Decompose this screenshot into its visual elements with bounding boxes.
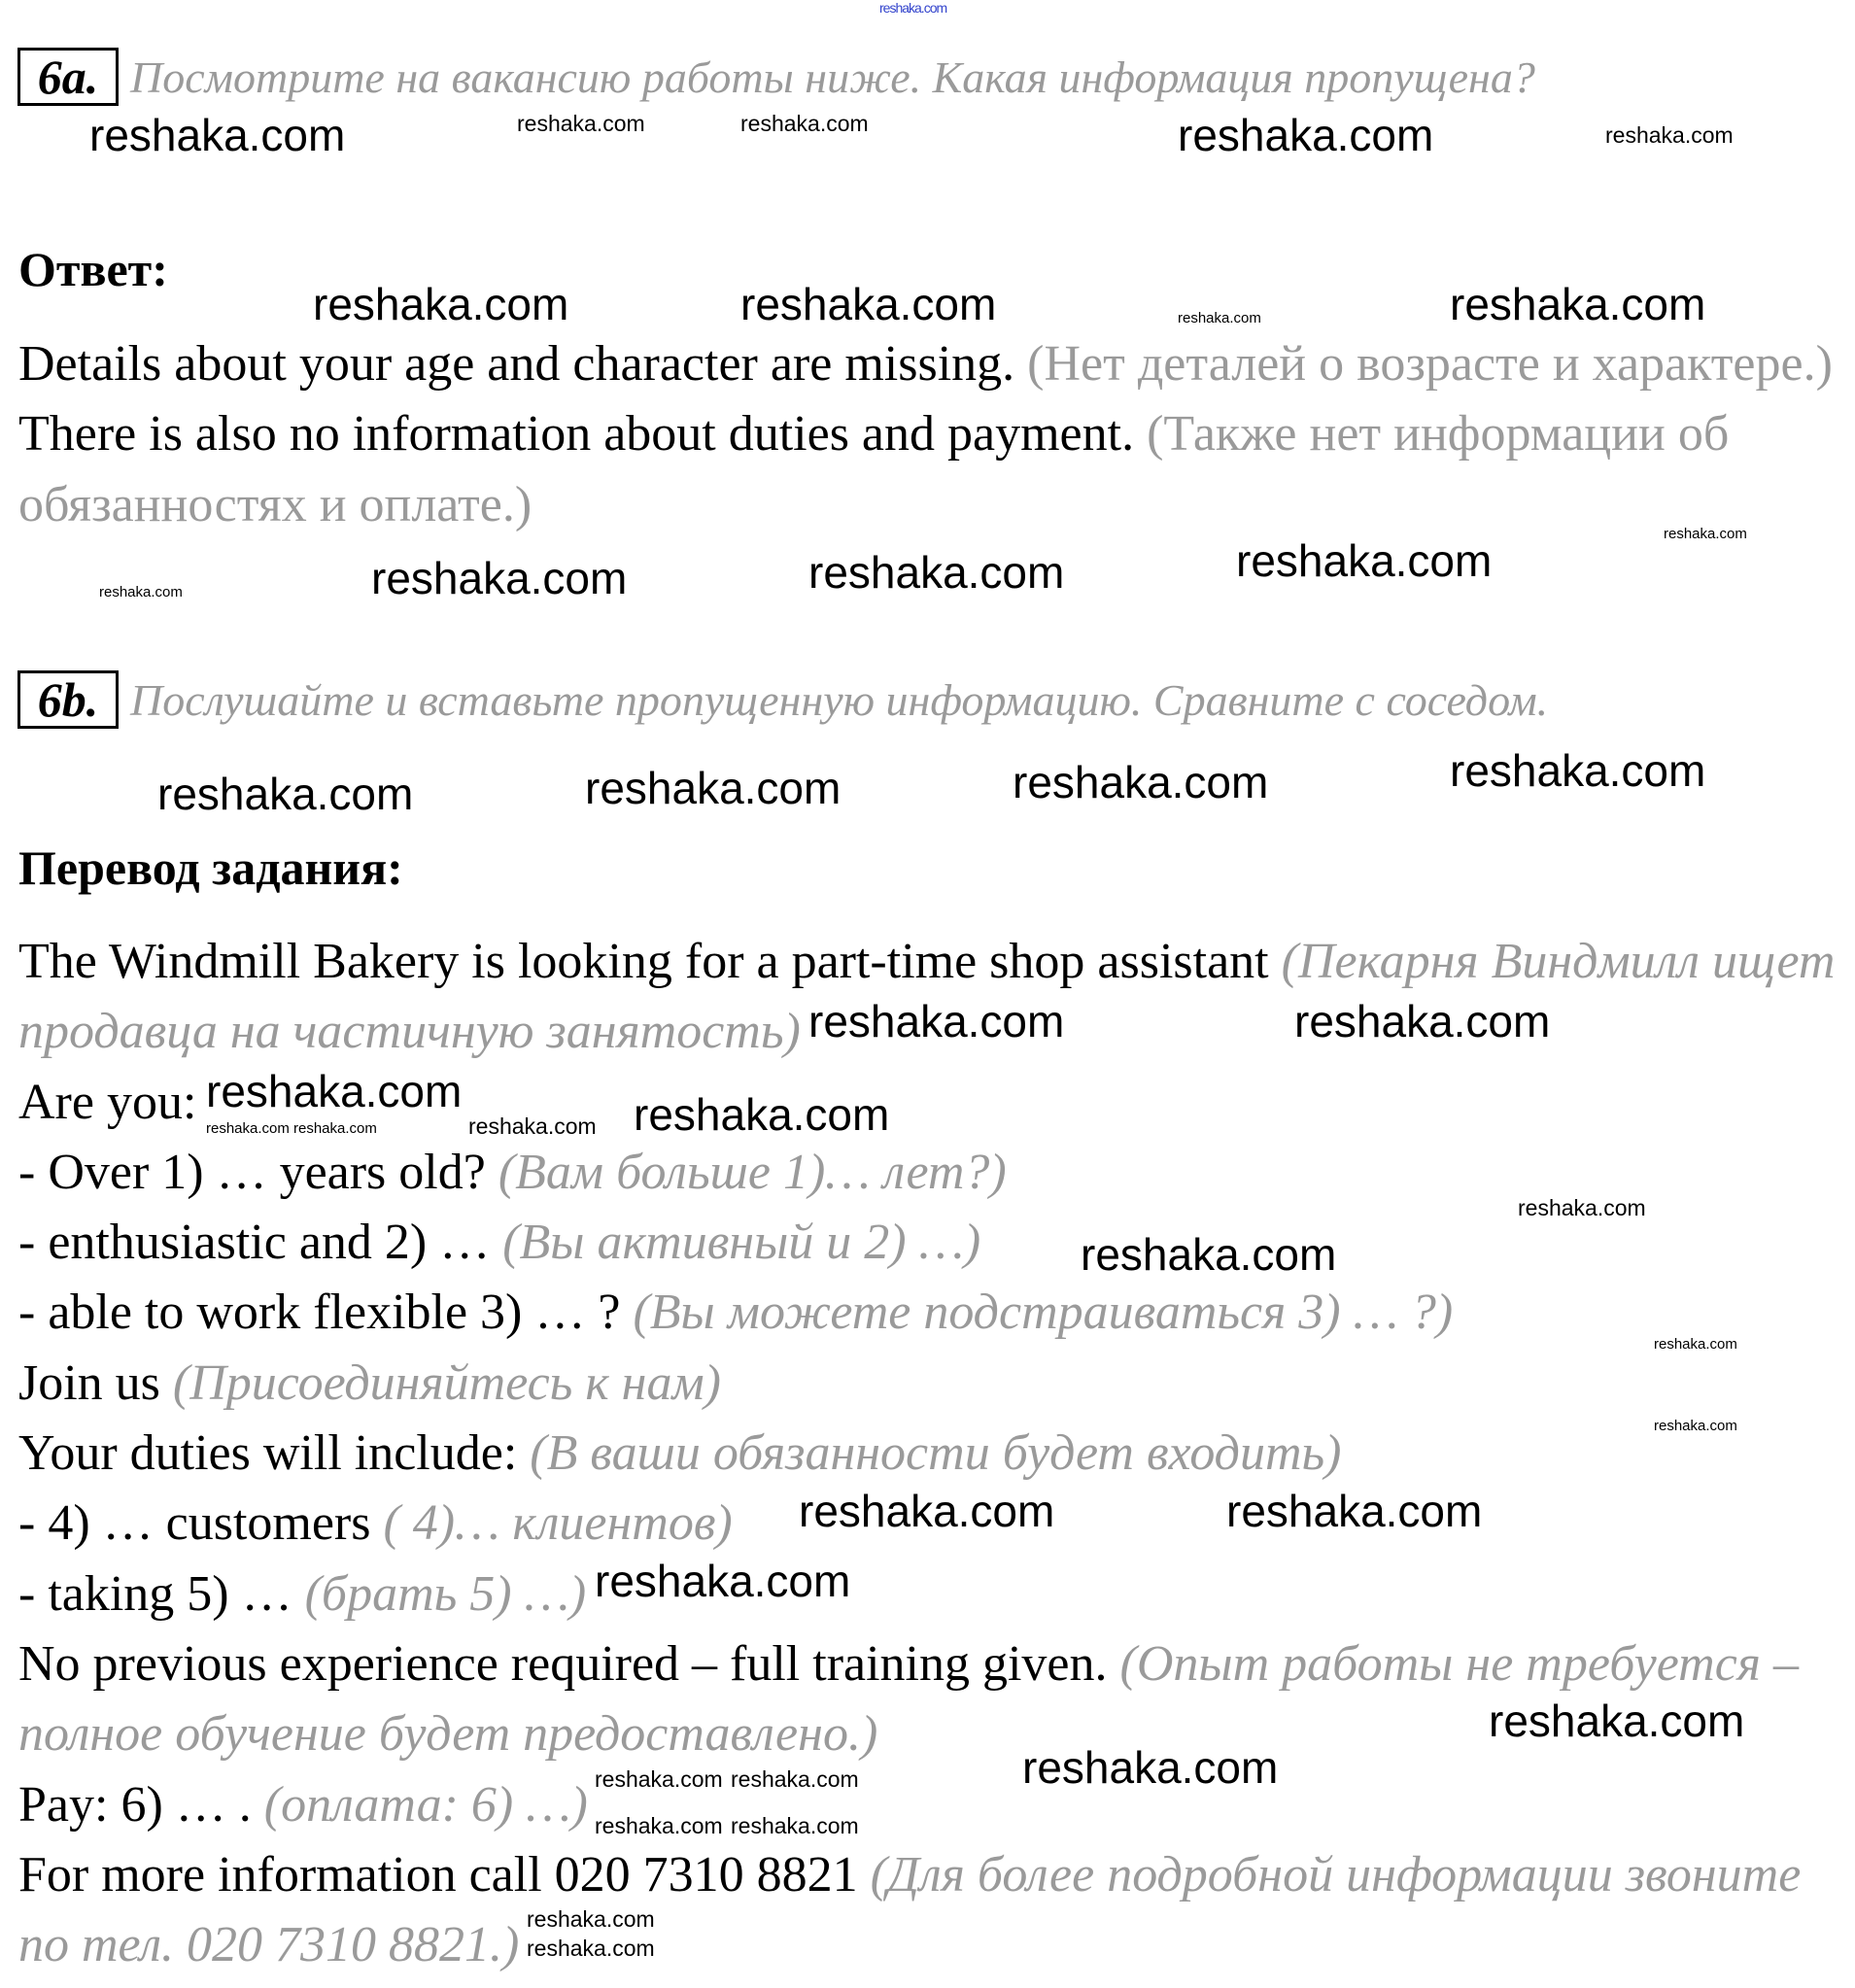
vacancy-line — [18, 1419, 1840, 1489]
vacancy-line-en: Your duties will include: — [18, 1425, 531, 1482]
watermark: reshaka.com — [1654, 1418, 1737, 1434]
watermark: reshaka.com — [595, 1556, 851, 1606]
answer-en: There is also no information about duties and payment. — [18, 406, 1148, 463]
task-6b-header — [17, 670, 1548, 729]
vacancy-line — [18, 1349, 1840, 1419]
watermark: reshaka.com — [1654, 1336, 1737, 1353]
vacancy-line-ru: (Вы активный и 2) …) — [502, 1215, 981, 1271]
watermark: reshaka.com — [1450, 745, 1706, 796]
vacancy-line-ru: (Вам больше 1)… лет?) — [498, 1144, 1007, 1200]
vacancy-line-en: Join us — [18, 1354, 173, 1411]
vacancy-line-en: No previous experience required – full training given. — [18, 1635, 1120, 1692]
watermark: reshaka.com — [468, 1114, 597, 1139]
answer-ru: (Нет деталей о возрасте и характере.) — [1027, 336, 1833, 392]
vacancy-line-en: - able to work flexible 3) … ? — [18, 1285, 634, 1341]
vacancy-line-ru: (В ваши обязанности будет входить) — [530, 1425, 1342, 1482]
vacancy-line-en: - enthusiastic and 2) … — [18, 1215, 503, 1271]
watermark: reshaka.com — [527, 1936, 655, 1961]
vacancy-line-en: - Over 1) … years old? — [18, 1144, 498, 1200]
watermark: reshaka.com — [527, 1906, 655, 1932]
watermark: reshaka.com — [1236, 535, 1493, 586]
vacancy-line-ru: (брать 5) …) — [304, 1565, 587, 1622]
vacancy-line-ru: (Пекарня Виндмилл ищет продавца на частичную занятость) — [18, 934, 1836, 1060]
watermark: reshaka.com — [740, 279, 997, 329]
watermark: reshaka.com — [1294, 996, 1551, 1046]
watermark: reshaka.com — [1022, 1742, 1279, 1793]
watermark: reshaka.com — [1489, 1696, 1745, 1746]
watermark: reshaka.com — [808, 547, 1065, 598]
task-number-badge: 6a. — [17, 48, 119, 106]
vacancy-line — [18, 1840, 1840, 1981]
watermark: reshaka.com — [595, 1766, 723, 1792]
watermark: reshaka.com — [634, 1089, 890, 1140]
task-6a-header — [17, 48, 1535, 106]
vacancy-line — [18, 1278, 1840, 1348]
vacancy-line-en: - 4) … customers — [18, 1495, 384, 1552]
vacancy-line-en: Pay: 6) … . — [18, 1776, 264, 1833]
watermark: reshaka.com — [371, 553, 628, 603]
watermark: reshaka.com — [1178, 110, 1434, 160]
watermark: reshaka.com — [1450, 279, 1706, 329]
vacancy-line-ru: ( 4)… клиентов) — [383, 1495, 733, 1552]
watermark: reshaka.com — [585, 763, 842, 813]
site-watermark-top: reshaka.com — [879, 0, 947, 16]
answer-paragraph — [18, 329, 1840, 540]
watermark: reshaka.com — [1518, 1195, 1646, 1220]
vacancy-line-ru: (Опыт работы не требуется – полное обучение будет предоставлено.) — [18, 1635, 1799, 1763]
watermark: reshaka.com — [206, 1120, 290, 1137]
watermark: reshaka.com — [293, 1120, 377, 1137]
task-instruction: Послушайте и вставьте пропущенную информацию. Сравните с соседом. — [130, 674, 1549, 725]
watermark: reshaka.com — [1226, 1486, 1483, 1536]
watermark: reshaka.com — [1664, 526, 1747, 542]
watermark: reshaka.com — [731, 1813, 859, 1838]
translation-heading: Перевод задания: — [18, 840, 403, 895]
watermark: reshaka.com — [157, 769, 414, 819]
vacancy-line-en: The Windmill Bakery is looking for a part-time shop assistant — [18, 934, 1282, 989]
watermark: reshaka.com — [206, 1066, 463, 1116]
watermark: reshaka.com — [313, 279, 569, 329]
watermark: reshaka.com — [1013, 757, 1269, 807]
vacancy-line-en: For more information call 020 7310 8821 — [18, 1846, 871, 1902]
watermark: reshaka.com — [1605, 122, 1734, 148]
watermark: reshaka.com — [99, 584, 183, 600]
task-instruction: Посмотрите на вакансию работы ниже. Какая информация пропущена? — [130, 51, 1535, 102]
task-number-badge: 6b. — [17, 670, 119, 729]
answer-ru: (Также нет информации об обязанностях и оплате.) — [18, 406, 1730, 532]
vacancy-line — [18, 1556, 1840, 1629]
vacancy-line-ru: (оплата: 6) …) — [263, 1776, 588, 1833]
watermark: reshaka.com — [799, 1486, 1055, 1536]
vacancy-line-ru: (Вы можете подстраиваться 3) … ?) — [633, 1285, 1454, 1341]
watermark: reshaka.com — [1081, 1229, 1337, 1280]
vacancy-line-en: Are you: — [18, 1074, 197, 1130]
watermark: reshaka.com — [740, 111, 869, 136]
watermark: reshaka.com — [517, 111, 645, 136]
vacancy-line-ru: (Присоединяйтесь к нам) — [172, 1354, 721, 1411]
watermark: reshaka.com — [731, 1766, 859, 1792]
answer-en: Details about your age and character are missing. — [18, 336, 1028, 392]
watermark: reshaka.com — [1178, 310, 1261, 326]
watermark: reshaka.com — [89, 110, 346, 160]
vacancy-line-en: - taking 5) … — [18, 1565, 305, 1622]
answer-heading: Ответ: — [18, 242, 168, 296]
vacancy-line-ru: (Для более подробной информации звоните по тел. 020 7310 8821.) — [18, 1846, 1802, 1973]
watermark: reshaka.com — [595, 1813, 723, 1838]
watermark: reshaka.com — [808, 996, 1065, 1046]
